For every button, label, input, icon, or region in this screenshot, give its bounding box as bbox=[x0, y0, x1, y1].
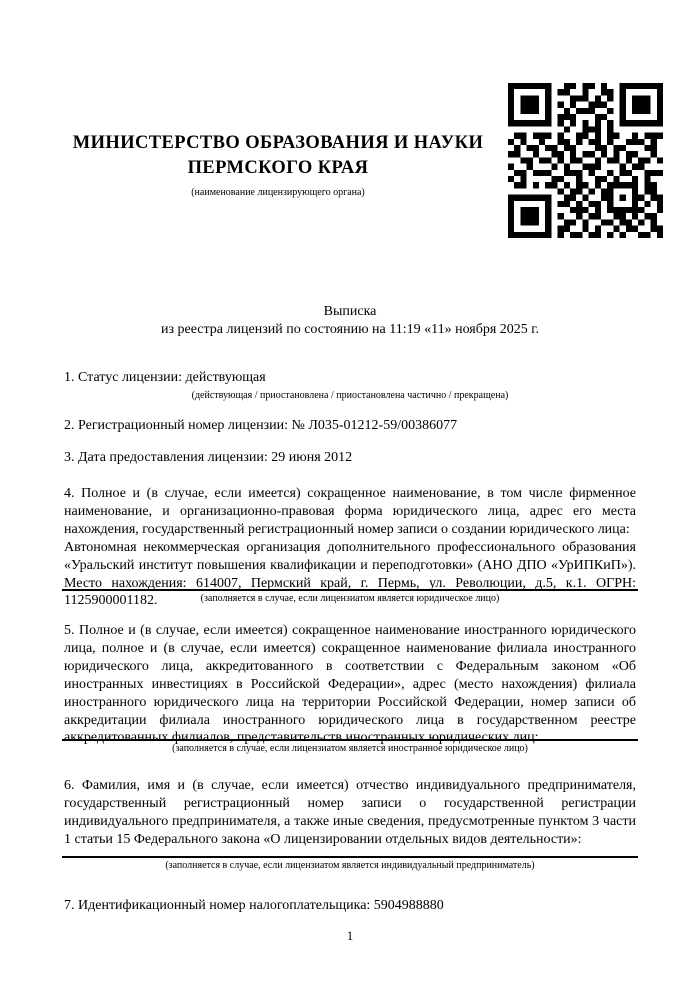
fill-note-legal-entity: (заполняется в случае, если лицензиатом является юридическое лицо) bbox=[200, 593, 500, 604]
ministry-name-line1: МИНИСТЕРСТВО ОБРАЗОВАНИЯ И НАУКИ bbox=[72, 133, 484, 153]
field-individual-entrepreneur-label: 6. Фамилия, имя и (в случае, если имеется) отчество индивидуального предпринимателя, государственный регистрационный номер записи о государственной регистрации индивидуального предпринимателя, а также иные сведения, предусмотренные пунктом 3 части 1 статьи 15 Федерального закона «О лицензировании отдельных видов деятельности»: bbox=[64, 778, 636, 847]
field-license-date bbox=[64, 449, 636, 467]
field-taxpayer-number bbox=[64, 897, 636, 915]
field-foreign-entity bbox=[64, 622, 636, 747]
field-individual-entrepreneur bbox=[64, 777, 636, 849]
fill-line-foreign-entity bbox=[62, 739, 638, 756]
fill-line-legal-entity bbox=[62, 589, 638, 606]
document-title-line2: из реестра лицензий по состоянию на 11:19 «11» ноября 2025 г. bbox=[161, 321, 539, 337]
field-license-status bbox=[64, 369, 636, 405]
fill-line-individual-entrepreneur bbox=[62, 856, 638, 873]
underline-rule bbox=[62, 589, 638, 591]
underline-rule bbox=[62, 856, 638, 858]
page-number: 1 bbox=[346, 928, 354, 943]
fill-note-individual-entrepreneur: (заполняется в случае, если лицензиатом является индивидуальный предприниматель) bbox=[165, 860, 535, 871]
field-legal-entity-value: Автономная некоммерческая организация дополнительного профессионального образования «Уральский институт повышения квалификации и переподготовки» (АНО ДПО «УрИПКиП»). Место нахождения: 614007, Пермский край, г. Пермь, ул. Революции, д.5, к.1. ОГРН: 1125900001182. bbox=[64, 539, 636, 609]
field-license-status-text: 1. Статус лицензии: действующая bbox=[64, 370, 266, 385]
field-license-date-text: 3. Дата предоставления лицензии: 29 июня 2012 bbox=[64, 450, 353, 465]
licensing-authority-header bbox=[64, 131, 492, 198]
ministry-note: (наименование лицензирующего органа) bbox=[191, 187, 365, 198]
field-registration-number bbox=[64, 417, 636, 435]
field-taxpayer-number-text: 7. Идентификационный номер налогоплательщика: 5904988880 bbox=[64, 898, 444, 913]
fill-note-foreign-entity: (заполняется в случае, если лицензиатом является иностранное юридическое лицо) bbox=[172, 743, 528, 754]
document-title-line1: Выписка bbox=[323, 304, 377, 319]
qr-code-icon bbox=[508, 83, 663, 238]
field-legal-entity-label: 4. Полное и (в случае, если имеется) сокращенное наименование, в том числе фирменное наименование, и организационно-правовая форма юридического лица, адрес его места нахождения, государственный регистрационный номер записи о создании юридического лица: bbox=[64, 486, 636, 537]
field-license-status-note: (действующая / приостановлена / приостановлена частично / прекращена) bbox=[191, 389, 509, 401]
document-title bbox=[64, 303, 636, 339]
field-foreign-entity-label: 5. Полное и (в случае, если имеется) сокращенное наименование иностранного юридического лица, полное и (в случае, если имеется) сокращенное наименование филиала иностранного юридического лица, аккредитованного в соответствии с Федеральным законом «Об иностранных инвестициях в Российской Федерации», адрес (место нахождения) филиала иностранного юридического лица на территории Российской Федерации, номер записи об аккредитации филиала иностранного юридического лица в государственном реестре аккредитованных филиалов, представительств иностранных юридических лиц: bbox=[64, 623, 636, 746]
field-registration-number-text: 2. Регистрационный номер лицензии: № Л035-01212-59/00386077 bbox=[64, 418, 458, 433]
ministry-name-line2: ПЕРМСКОГО КРАЯ bbox=[187, 158, 369, 178]
underline-rule bbox=[62, 739, 638, 741]
